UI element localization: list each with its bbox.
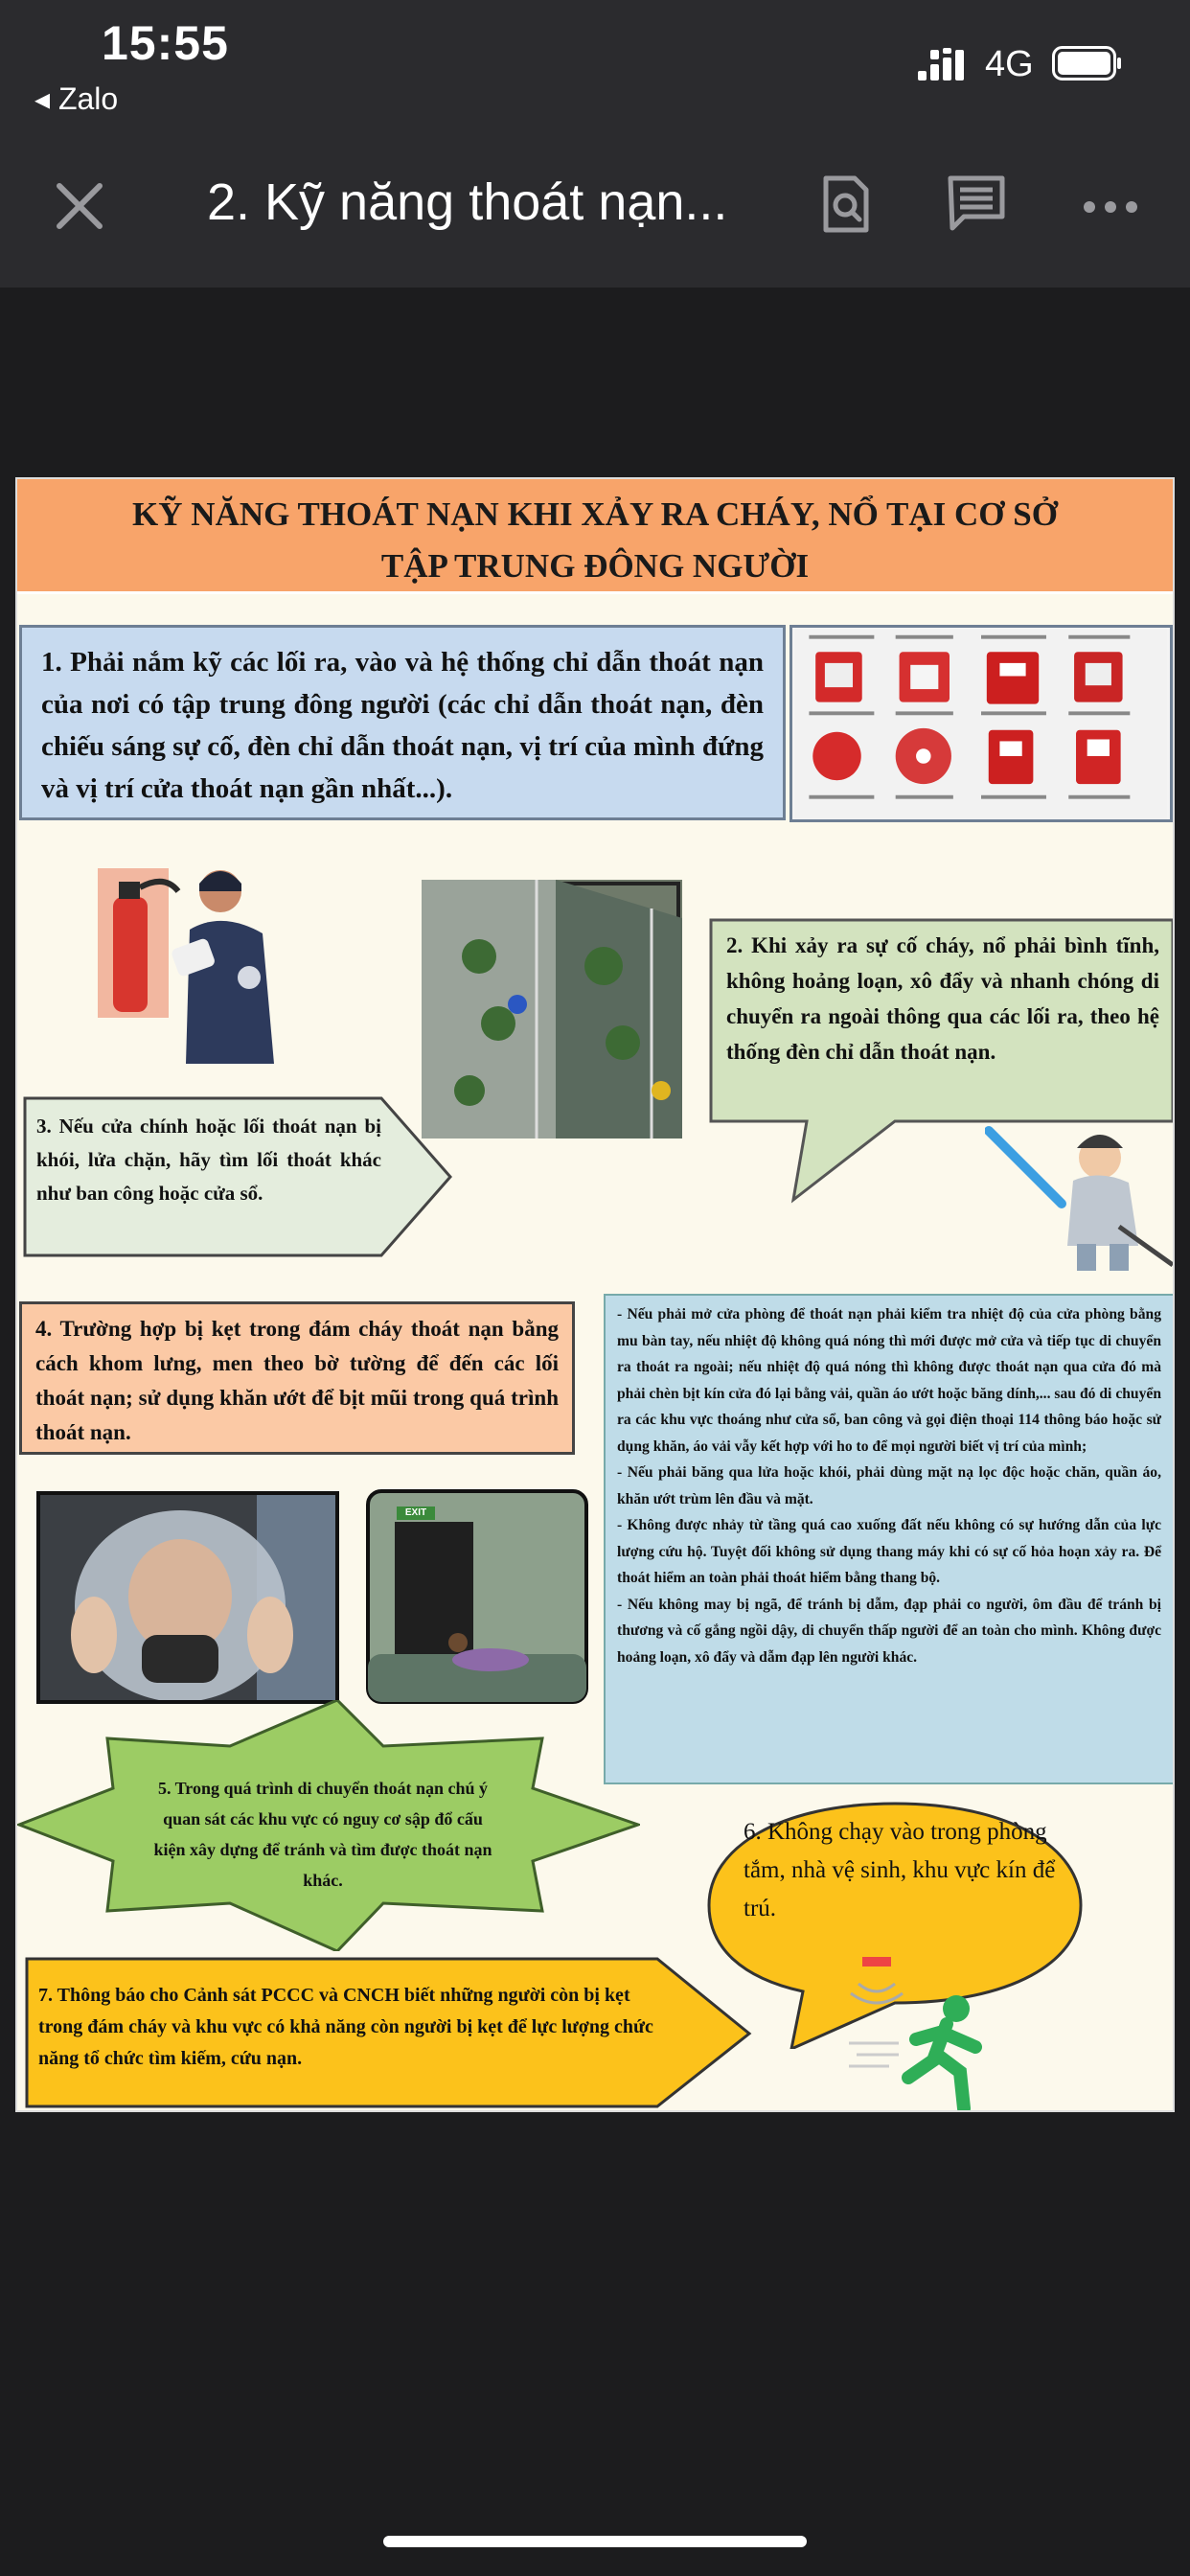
smoke-hood-photo — [36, 1491, 339, 1704]
item-3-text: 3. Nếu cửa chính hoặc lối thoát nạn bị khói, lửa chặn, hãy tìm lối thoát khác như ban công hoặc cửa sổ. — [36, 1115, 381, 1205]
home-indicator[interactable] — [383, 2536, 807, 2547]
guideline-paragraph: - Nếu phải mở cửa phòng để thoát nạn phải kiểm tra nhiệt độ của cửa phòng bằng mu bàn tay, nếu nhiệt độ không quá nóng thì mới được mở cửa và tiếp tục di chuyển ra thoát ra ngoài; nếu nhiệt độ quá nóng thì không được thoát nạn qua cửa đó mà phải chèn bịt kín cửa đó lại bằng vải, quần áo ướt hoặc băng dính,... sau đó di chuyển ra các khu vực thoáng như cửa sổ, ban công và gọi điện thoại 114 thông báo hoặc sử dụng khăn, áo vải vẫy kết hợp với ho to để mọi người biết vị trí của mình; — [617, 1306, 1161, 1455]
item-2-text: 2. Khi xảy ra sự cố cháy, nổ phải bình tĩnh, không hoảng loạn, xô đẩy và nhanh chóng di chuyển ra ngoài thông qua các lối ra, theo hệ thống đèn chỉ dẫn thoát nạn. — [726, 933, 1159, 1064]
poster-document — [15, 477, 1175, 2112]
document-title: 2. Kỹ năng thoát nạn... — [207, 173, 728, 231]
fire-alarm-equipment-image — [790, 625, 1173, 822]
close-icon[interactable] — [50, 176, 109, 236]
signal-icon — [918, 48, 968, 82]
item-6-text: 6. Không chạy vào trong phòng tắm, nhà vệ sinh, khu vực kín để trú. — [744, 1819, 1056, 1921]
exit-sign-label: EXIT — [404, 1507, 427, 1518]
network-type: 4G — [985, 44, 1034, 84]
guideline-paragraph: - Không được nhảy từ tầng quá cao xuống đất nếu không có sự hướng dẫn của lực lượng cứu hộ. Tuyệt đối không sử dụng thang máy khi có sự cố hỏa hoạn xảy ra. Để thoát hiểm an toàn phải thoát hiểm bằng thang bộ. — [617, 1517, 1161, 1586]
back-to-app-link[interactable]: ◂ Zalo — [34, 81, 119, 116]
item-1-text: 1. Phải nắm kỹ các lối ra, vào và hệ thống chỉ dẫn thoát nạn của nơi có tập trung đông người (các chỉ dẫn thoát nạn, đèn chiếu sáng sự cố, đèn chỉ dẫn thoát nạn, vị trí của mình đứng và vị trí cửa thoát nạn gần nhất...). — [19, 625, 786, 820]
poster-title-line1: KỸ NĂNG THOÁT NẠN KHI XẢY RA CHÁY, NỔ TẠI CƠ SỞ — [132, 495, 1058, 533]
building-evacuation-image — [422, 880, 682, 1138]
item-4-text: 4. Trường hợp bị kẹt trong đám cháy thoát nạn bằng cách khom lưng, men theo bờ tường để đến các lối thoát nạn; sử dụng khăn ướt để bịt mũi trong quá trình thoát nạn. — [19, 1301, 575, 1455]
crawl-to-exit-image — [366, 1489, 588, 1704]
item-5-text: 5. Trong quá trình di chuyển thoát nạn chú ý quan sát các khu vực có nguy cơ sập đổ cấu kiện xây dựng để tránh và tìm được thoát nạn khác. — [153, 1779, 492, 1890]
right-guidelines-box — [604, 1294, 1175, 1784]
item-7-text: 7. Thông báo cho Cảnh sát PCCC và CNCH biết những người còn bị kẹt trong đám cháy và khu vực có khả năng còn người bị kẹt để lực lượng chức năng tổ chức tìm kiếm, cứu nạn. — [38, 1985, 653, 2069]
firefighter-with-extinguisher-image — [98, 862, 299, 1064]
guideline-paragraph: - Nếu không may bị ngã, để tránh bị dẫm, đạp phải co người, ôm đầu để tránh bị thương và cố gắng ngồi dậy, di chuyển thấp người để an toàn cho mình. Không được hoảng loạn, xô đẩy và dẫm đạp lên người khác. — [617, 1596, 1161, 1666]
document-search-icon[interactable] — [814, 172, 878, 236]
poster-title-line2: TẬP TRUNG ĐÔNG NGƯỜI — [380, 547, 810, 585]
battery-icon — [1052, 46, 1123, 80]
guideline-paragraph: - Nếu phải băng qua lửa hoặc khói, phải dùng mặt nạ lọc độc hoặc chăn, quần áo, khăn ướt trùm lên đầu và mặt. — [617, 1464, 1161, 1507]
more-options-icon[interactable] — [1079, 172, 1142, 236]
running-person-alarm-icon — [841, 1955, 1004, 2112]
exit-door-illustration — [366, 1489, 588, 1704]
samurai-illustration — [985, 1121, 1175, 1275]
status-time: 15:55 — [102, 16, 229, 70]
poster-title — [17, 479, 1173, 594]
comment-icon[interactable] — [945, 172, 1008, 236]
